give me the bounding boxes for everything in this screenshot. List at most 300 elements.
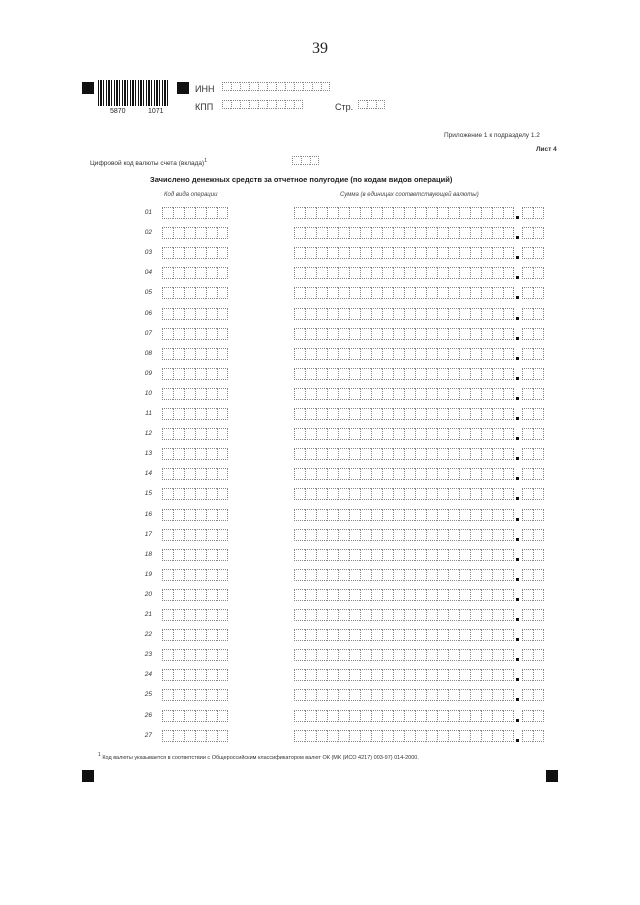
amount-integer-cell[interactable] [371, 689, 382, 701]
amount-decimal-cell[interactable] [533, 308, 544, 320]
amount-decimal-field[interactable] [522, 328, 544, 340]
amount-integer-cell[interactable] [426, 609, 437, 621]
operation-code-cell[interactable] [162, 207, 173, 219]
amount-integer-cell[interactable] [305, 388, 316, 400]
kpp-cell[interactable] [249, 100, 258, 109]
amount-integer-cell[interactable] [316, 227, 327, 239]
amount-integer-cell[interactable] [448, 227, 459, 239]
operation-code-cell[interactable] [184, 488, 195, 500]
amount-integer-cell[interactable] [470, 267, 481, 279]
amount-integer-cell[interactable] [415, 649, 426, 661]
amount-integer-cell[interactable] [371, 669, 382, 681]
amount-integer-cell[interactable] [426, 308, 437, 320]
amount-integer-cell[interactable] [371, 227, 382, 239]
page-cell[interactable] [367, 100, 376, 109]
amount-decimal-field[interactable] [522, 348, 544, 360]
operation-code-cell[interactable] [195, 227, 206, 239]
operation-code-cell[interactable] [195, 207, 206, 219]
amount-integer-cell[interactable] [492, 649, 503, 661]
operation-code-cell[interactable] [162, 649, 173, 661]
operation-code-cell[interactable] [162, 227, 173, 239]
amount-integer-cell[interactable] [459, 569, 470, 581]
operation-code-cell[interactable] [206, 428, 217, 440]
amount-integer-cell[interactable] [503, 509, 514, 521]
amount-integer-cell[interactable] [437, 730, 448, 742]
amount-integer-cell[interactable] [371, 267, 382, 279]
amount-integer-cell[interactable] [294, 649, 305, 661]
operation-code-field[interactable] [162, 669, 228, 681]
operation-code-cell[interactable] [217, 649, 228, 661]
amount-integer-cell[interactable] [393, 408, 404, 420]
operation-code-cell[interactable] [184, 609, 195, 621]
amount-integer-cell[interactable] [338, 488, 349, 500]
amount-integer-cell[interactable] [305, 368, 316, 380]
amount-integer-cell[interactable] [371, 569, 382, 581]
operation-code-cell[interactable] [162, 730, 173, 742]
amount-integer-cell[interactable] [415, 549, 426, 561]
amount-integer-cell[interactable] [371, 509, 382, 521]
amount-integer-cell[interactable] [437, 468, 448, 480]
amount-integer-cell[interactable] [305, 328, 316, 340]
amount-integer-cell[interactable] [492, 569, 503, 581]
amount-integer-cell[interactable] [404, 730, 415, 742]
operation-code-cell[interactable] [184, 428, 195, 440]
amount-integer-cell[interactable] [437, 287, 448, 299]
amount-integer-cell[interactable] [481, 428, 492, 440]
kpp-cell[interactable] [294, 100, 303, 109]
amount-integer-cell[interactable] [338, 710, 349, 722]
operation-code-cell[interactable] [184, 549, 195, 561]
amount-integer-cell[interactable] [415, 689, 426, 701]
amount-integer-cell[interactable] [305, 609, 316, 621]
amount-integer-cell[interactable] [470, 730, 481, 742]
amount-integer-cell[interactable] [415, 227, 426, 239]
amount-integer-cell[interactable] [393, 267, 404, 279]
amount-decimal-cell[interactable] [522, 629, 533, 641]
amount-integer-cell[interactable] [459, 488, 470, 500]
amount-decimal-field[interactable] [522, 247, 544, 259]
amount-decimal-cell[interactable] [522, 368, 533, 380]
amount-integer-cell[interactable] [349, 669, 360, 681]
amount-integer-cell[interactable] [426, 408, 437, 420]
amount-integer-cell[interactable] [349, 710, 360, 722]
amount-integer-cell[interactable] [492, 308, 503, 320]
amount-integer-cell[interactable] [426, 488, 437, 500]
amount-decimal-cell[interactable] [522, 468, 533, 480]
amount-integer-cell[interactable] [426, 549, 437, 561]
amount-integer-cell[interactable] [327, 348, 338, 360]
operation-code-cell[interactable] [184, 569, 195, 581]
amount-integer-cell[interactable] [481, 629, 492, 641]
amount-integer-cell[interactable] [294, 488, 305, 500]
amount-integer-cell[interactable] [338, 468, 349, 480]
amount-integer-cell[interactable] [382, 308, 393, 320]
amount-integer-cell[interactable] [371, 207, 382, 219]
operation-code-cell[interactable] [173, 589, 184, 601]
operation-code-field[interactable] [162, 629, 228, 641]
amount-integer-cell[interactable] [481, 468, 492, 480]
operation-code-cell[interactable] [184, 227, 195, 239]
amount-integer-cell[interactable] [294, 328, 305, 340]
amount-integer-cell[interactable] [481, 348, 492, 360]
operation-code-cell[interactable] [184, 529, 195, 541]
amount-integer-cell[interactable] [492, 609, 503, 621]
operation-code-cell[interactable] [173, 408, 184, 420]
amount-integer-cell[interactable] [481, 589, 492, 601]
amount-integer-cell[interactable] [503, 308, 514, 320]
operation-code-cell[interactable] [206, 348, 217, 360]
operation-code-cell[interactable] [184, 348, 195, 360]
amount-integer-cell[interactable] [426, 710, 437, 722]
amount-integer-cell[interactable] [360, 247, 371, 259]
operation-code-cell[interactable] [195, 689, 206, 701]
operation-code-field[interactable] [162, 388, 228, 400]
amount-decimal-field[interactable] [522, 468, 544, 480]
amount-integer-cell[interactable] [360, 207, 371, 219]
amount-integer-cell[interactable] [382, 227, 393, 239]
amount-integer-cell[interactable] [415, 669, 426, 681]
amount-integer-cell[interactable] [404, 388, 415, 400]
currency-code-cell[interactable] [310, 156, 319, 165]
operation-code-field[interactable] [162, 247, 228, 259]
amount-integer-cell[interactable] [404, 207, 415, 219]
operation-code-cell[interactable] [195, 368, 206, 380]
operation-code-cell[interactable] [173, 649, 184, 661]
operation-code-cell[interactable] [173, 308, 184, 320]
amount-integer-cell[interactable] [294, 669, 305, 681]
amount-integer-cell[interactable] [349, 388, 360, 400]
amount-integer-cell[interactable] [503, 649, 514, 661]
amount-integer-cell[interactable] [393, 468, 404, 480]
amount-integer-cell[interactable] [448, 267, 459, 279]
amount-integer-cell[interactable] [360, 629, 371, 641]
operation-code-field[interactable] [162, 308, 228, 320]
amount-integer-cell[interactable] [360, 388, 371, 400]
amount-integer-cell[interactable] [470, 388, 481, 400]
amount-integer-cell[interactable] [503, 710, 514, 722]
amount-integer-cell[interactable] [437, 589, 448, 601]
page-cell[interactable] [376, 100, 385, 109]
amount-integer-cell[interactable] [503, 368, 514, 380]
amount-integer-cell[interactable] [415, 710, 426, 722]
amount-integer-cell[interactable] [393, 509, 404, 521]
amount-integer-cell[interactable] [415, 529, 426, 541]
amount-decimal-cell[interactable] [533, 227, 544, 239]
amount-decimal-field[interactable] [522, 589, 544, 601]
amount-integer-cell[interactable] [437, 368, 448, 380]
amount-decimal-cell[interactable] [533, 629, 544, 641]
operation-code-cell[interactable] [173, 227, 184, 239]
amount-integer-cell[interactable] [393, 388, 404, 400]
amount-integer-cell[interactable] [316, 308, 327, 320]
amount-integer-cell[interactable] [470, 529, 481, 541]
amount-integer-cell[interactable] [470, 488, 481, 500]
amount-integer-cell[interactable] [459, 207, 470, 219]
amount-integer-cell[interactable] [316, 448, 327, 460]
amount-integer-cell[interactable] [481, 529, 492, 541]
amount-integer-cell[interactable] [371, 308, 382, 320]
amount-integer-cell[interactable] [470, 247, 481, 259]
amount-integer-cell[interactable] [360, 267, 371, 279]
operation-code-cell[interactable] [217, 609, 228, 621]
amount-integer-cell[interactable] [382, 730, 393, 742]
amount-integer-cell[interactable] [481, 649, 492, 661]
amount-integer-cell[interactable] [426, 649, 437, 661]
amount-integer-cell[interactable] [371, 488, 382, 500]
amount-integer-cell[interactable] [459, 710, 470, 722]
amount-integer-cell[interactable] [426, 569, 437, 581]
operation-code-cell[interactable] [217, 529, 228, 541]
amount-integer-cell[interactable] [327, 287, 338, 299]
operation-code-field[interactable] [162, 589, 228, 601]
kpp-cell[interactable] [231, 100, 240, 109]
amount-integer-cell[interactable] [492, 730, 503, 742]
operation-code-cell[interactable] [162, 669, 173, 681]
amount-integer-cell[interactable] [481, 388, 492, 400]
amount-integer-cell[interactable] [459, 368, 470, 380]
amount-integer-field[interactable] [294, 649, 514, 661]
amount-integer-cell[interactable] [371, 388, 382, 400]
amount-integer-cell[interactable] [360, 509, 371, 521]
amount-integer-cell[interactable] [360, 529, 371, 541]
amount-integer-cell[interactable] [338, 629, 349, 641]
amount-integer-cell[interactable] [305, 629, 316, 641]
amount-integer-cell[interactable] [492, 328, 503, 340]
amount-integer-cell[interactable] [470, 609, 481, 621]
amount-integer-cell[interactable] [404, 227, 415, 239]
amount-integer-cell[interactable] [481, 488, 492, 500]
amount-integer-cell[interactable] [470, 348, 481, 360]
amount-integer-cell[interactable] [459, 689, 470, 701]
operation-code-cell[interactable] [195, 428, 206, 440]
amount-decimal-field[interactable] [522, 287, 544, 299]
inn-cell[interactable] [285, 82, 294, 91]
amount-integer-cell[interactable] [349, 207, 360, 219]
operation-code-cell[interactable] [184, 247, 195, 259]
amount-integer-cell[interactable] [349, 328, 360, 340]
amount-integer-cell[interactable] [305, 589, 316, 601]
amount-integer-cell[interactable] [327, 308, 338, 320]
amount-integer-field[interactable] [294, 227, 514, 239]
operation-code-cell[interactable] [184, 710, 195, 722]
amount-integer-cell[interactable] [503, 529, 514, 541]
amount-integer-cell[interactable] [481, 730, 492, 742]
amount-integer-cell[interactable] [305, 207, 316, 219]
amount-integer-cell[interactable] [371, 730, 382, 742]
inn-cell[interactable] [294, 82, 303, 91]
amount-integer-cell[interactable] [327, 710, 338, 722]
amount-integer-cell[interactable] [360, 308, 371, 320]
inn-cell[interactable] [321, 82, 330, 91]
amount-integer-cell[interactable] [371, 408, 382, 420]
amount-integer-cell[interactable] [404, 328, 415, 340]
amount-decimal-cell[interactable] [533, 589, 544, 601]
amount-integer-cell[interactable] [316, 589, 327, 601]
amount-integer-cell[interactable] [437, 308, 448, 320]
amount-integer-cell[interactable] [338, 689, 349, 701]
amount-integer-cell[interactable] [360, 730, 371, 742]
amount-integer-cell[interactable] [349, 569, 360, 581]
amount-integer-cell[interactable] [305, 428, 316, 440]
amount-integer-cell[interactable] [492, 247, 503, 259]
amount-integer-cell[interactable] [338, 348, 349, 360]
amount-integer-field[interactable] [294, 669, 514, 681]
operation-code-cell[interactable] [162, 408, 173, 420]
inn-cell[interactable] [303, 82, 312, 91]
kpp-cell[interactable] [240, 100, 249, 109]
amount-integer-field[interactable] [294, 710, 514, 722]
amount-integer-cell[interactable] [492, 710, 503, 722]
amount-integer-cell[interactable] [316, 730, 327, 742]
amount-integer-cell[interactable] [404, 448, 415, 460]
amount-integer-cell[interactable] [349, 649, 360, 661]
operation-code-field[interactable] [162, 207, 228, 219]
operation-code-cell[interactable] [195, 448, 206, 460]
amount-integer-cell[interactable] [349, 629, 360, 641]
amount-integer-cell[interactable] [338, 227, 349, 239]
amount-integer-cell[interactable] [371, 529, 382, 541]
amount-integer-cell[interactable] [426, 689, 437, 701]
amount-decimal-cell[interactable] [533, 388, 544, 400]
operation-code-cell[interactable] [173, 488, 184, 500]
amount-integer-cell[interactable] [338, 549, 349, 561]
amount-integer-cell[interactable] [503, 549, 514, 561]
operation-code-cell[interactable] [217, 207, 228, 219]
amount-integer-cell[interactable] [393, 448, 404, 460]
amount-integer-field[interactable] [294, 207, 514, 219]
amount-integer-cell[interactable] [349, 448, 360, 460]
amount-integer-cell[interactable] [393, 488, 404, 500]
amount-integer-cell[interactable] [481, 710, 492, 722]
amount-integer-cell[interactable] [316, 267, 327, 279]
amount-integer-cell[interactable] [448, 730, 459, 742]
amount-integer-field[interactable] [294, 509, 514, 521]
operation-code-cell[interactable] [162, 488, 173, 500]
amount-integer-cell[interactable] [448, 569, 459, 581]
amount-decimal-cell[interactable] [522, 509, 533, 521]
kpp-cell[interactable] [267, 100, 276, 109]
amount-integer-cell[interactable] [426, 468, 437, 480]
amount-integer-cell[interactable] [393, 348, 404, 360]
amount-decimal-cell[interactable] [533, 408, 544, 420]
inn-cell[interactable] [276, 82, 285, 91]
amount-decimal-field[interactable] [522, 529, 544, 541]
operation-code-cell[interactable] [195, 669, 206, 681]
amount-integer-cell[interactable] [393, 227, 404, 239]
amount-integer-cell[interactable] [415, 207, 426, 219]
amount-integer-cell[interactable] [481, 609, 492, 621]
amount-decimal-field[interactable] [522, 207, 544, 219]
operation-code-cell[interactable] [162, 629, 173, 641]
operation-code-cell[interactable] [195, 247, 206, 259]
amount-integer-cell[interactable] [294, 388, 305, 400]
amount-integer-cell[interactable] [503, 247, 514, 259]
amount-integer-cell[interactable] [503, 207, 514, 219]
operation-code-cell[interactable] [162, 348, 173, 360]
amount-integer-cell[interactable] [305, 529, 316, 541]
operation-code-field[interactable] [162, 328, 228, 340]
amount-integer-cell[interactable] [503, 287, 514, 299]
amount-decimal-cell[interactable] [533, 509, 544, 521]
operation-code-cell[interactable] [206, 388, 217, 400]
inn-cell[interactable] [267, 82, 276, 91]
amount-integer-cell[interactable] [492, 428, 503, 440]
amount-integer-cell[interactable] [404, 629, 415, 641]
amount-decimal-cell[interactable] [522, 689, 533, 701]
operation-code-cell[interactable] [173, 629, 184, 641]
amount-integer-cell[interactable] [349, 468, 360, 480]
amount-integer-cell[interactable] [294, 710, 305, 722]
amount-integer-cell[interactable] [371, 428, 382, 440]
amount-integer-cell[interactable] [305, 710, 316, 722]
amount-integer-cell[interactable] [448, 488, 459, 500]
amount-integer-cell[interactable] [459, 328, 470, 340]
amount-integer-cell[interactable] [448, 468, 459, 480]
amount-integer-cell[interactable] [437, 448, 448, 460]
operation-code-cell[interactable] [206, 689, 217, 701]
amount-integer-cell[interactable] [492, 629, 503, 641]
operation-code-cell[interactable] [206, 267, 217, 279]
amount-integer-cell[interactable] [404, 569, 415, 581]
amount-decimal-field[interactable] [522, 308, 544, 320]
amount-decimal-cell[interactable] [533, 287, 544, 299]
amount-integer-cell[interactable] [294, 629, 305, 641]
amount-integer-cell[interactable] [294, 287, 305, 299]
operation-code-cell[interactable] [217, 247, 228, 259]
operation-code-cell[interactable] [217, 669, 228, 681]
amount-integer-cell[interactable] [360, 689, 371, 701]
inn-cell[interactable] [312, 82, 321, 91]
amount-integer-cell[interactable] [470, 328, 481, 340]
amount-integer-cell[interactable] [393, 730, 404, 742]
amount-integer-cell[interactable] [360, 348, 371, 360]
amount-integer-cell[interactable] [316, 689, 327, 701]
amount-integer-cell[interactable] [492, 549, 503, 561]
amount-integer-cell[interactable] [437, 267, 448, 279]
amount-integer-cell[interactable] [470, 308, 481, 320]
amount-integer-cell[interactable] [437, 569, 448, 581]
amount-integer-cell[interactable] [316, 287, 327, 299]
amount-integer-cell[interactable] [437, 509, 448, 521]
operation-code-cell[interactable] [162, 609, 173, 621]
amount-integer-cell[interactable] [294, 267, 305, 279]
amount-integer-cell[interactable] [327, 428, 338, 440]
amount-decimal-cell[interactable] [533, 529, 544, 541]
amount-integer-cell[interactable] [371, 609, 382, 621]
amount-integer-cell[interactable] [305, 287, 316, 299]
operation-code-cell[interactable] [173, 730, 184, 742]
amount-integer-cell[interactable] [294, 509, 305, 521]
amount-integer-cell[interactable] [459, 247, 470, 259]
amount-integer-cell[interactable] [492, 529, 503, 541]
operation-code-cell[interactable] [195, 348, 206, 360]
amount-integer-cell[interactable] [349, 609, 360, 621]
amount-integer-cell[interactable] [371, 247, 382, 259]
amount-integer-cell[interactable] [338, 509, 349, 521]
operation-code-cell[interactable] [162, 267, 173, 279]
amount-integer-cell[interactable] [503, 408, 514, 420]
amount-integer-field[interactable] [294, 609, 514, 621]
operation-code-cell[interactable] [184, 408, 195, 420]
amount-integer-cell[interactable] [448, 308, 459, 320]
operation-code-cell[interactable] [217, 227, 228, 239]
operation-code-cell[interactable] [162, 448, 173, 460]
amount-integer-cell[interactable] [294, 468, 305, 480]
operation-code-cell[interactable] [162, 529, 173, 541]
amount-decimal-cell[interactable] [533, 609, 544, 621]
kpp-cell[interactable] [258, 100, 267, 109]
operation-code-cell[interactable] [173, 689, 184, 701]
